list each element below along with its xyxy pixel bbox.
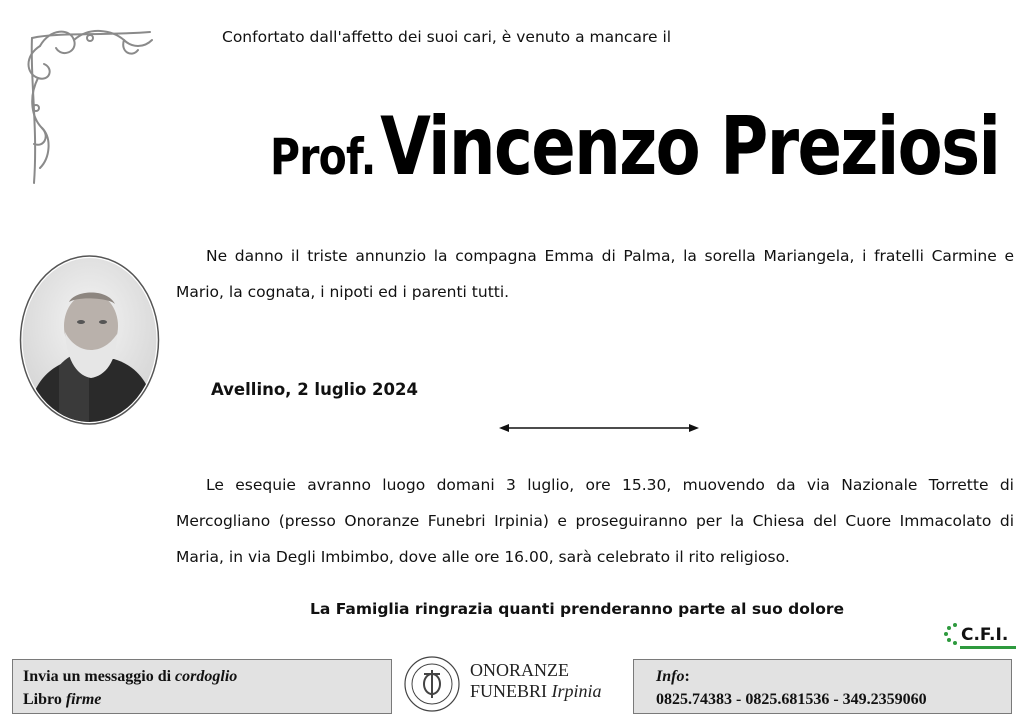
corner-ornament — [20, 18, 160, 188]
agency-line-1: ONORANZE — [470, 660, 569, 680]
condolence-box[interactable] — [12, 659, 392, 714]
intro-text: Confortato dall'affetto dei suoi cari, è venuto a mancare il — [222, 28, 672, 46]
agency-emblem-icon — [402, 650, 462, 718]
condolence-link[interactable]: Invia un messaggio di cordoglio — [23, 668, 238, 685]
place-date: Avellino, 2 luglio 2024 — [211, 380, 418, 399]
agency-name — [470, 660, 602, 702]
deceased-title: Prof. — [270, 128, 376, 186]
funeral-text: Le esequie avranno luogo domani 3 luglio, ore 15.30, muovendo da via Nazionale Torrette di Mercogliano (presso Onoranze Funebri Irpinia) e proseguiranno per la Chiesa del Cuore Immacolato di Maria, in via Degli Imbimbo, dove alle ore 16.00, sarà celebrato il rito religioso. — [176, 476, 1014, 566]
info-box — [633, 659, 1012, 714]
portrait-photo — [19, 254, 160, 426]
double-arrow-divider — [497, 420, 701, 436]
deceased-full-name: Vincenzo Preziosi — [380, 100, 1000, 193]
cfi-logo — [940, 618, 1018, 654]
guestbook-link[interactable]: Libro firme — [23, 691, 102, 708]
agency-line-2: FUNEBRI Irpinia — [470, 681, 602, 701]
family-thanks: La Famiglia ringrazia quanti prenderanno parte al suo dolore — [310, 600, 845, 618]
announcement-paragraph — [176, 238, 1014, 310]
info-label-line: Info: — [656, 668, 690, 685]
phone-numbers[interactable]: 0825.74383 - 0825.681536 - 349.2359060 — [656, 691, 927, 708]
cfi-logo-text: C.F.I. — [961, 625, 1009, 645]
funeral-paragraph — [176, 467, 1014, 575]
announcement-text: Ne danno il triste annunzio la compagna Emma di Palma, la sorella Mariangela, i fratelli Carmine e Mario, la cognata, i nipoti ed i parenti tutti. — [176, 247, 1014, 301]
deceased-name — [270, 100, 999, 193]
